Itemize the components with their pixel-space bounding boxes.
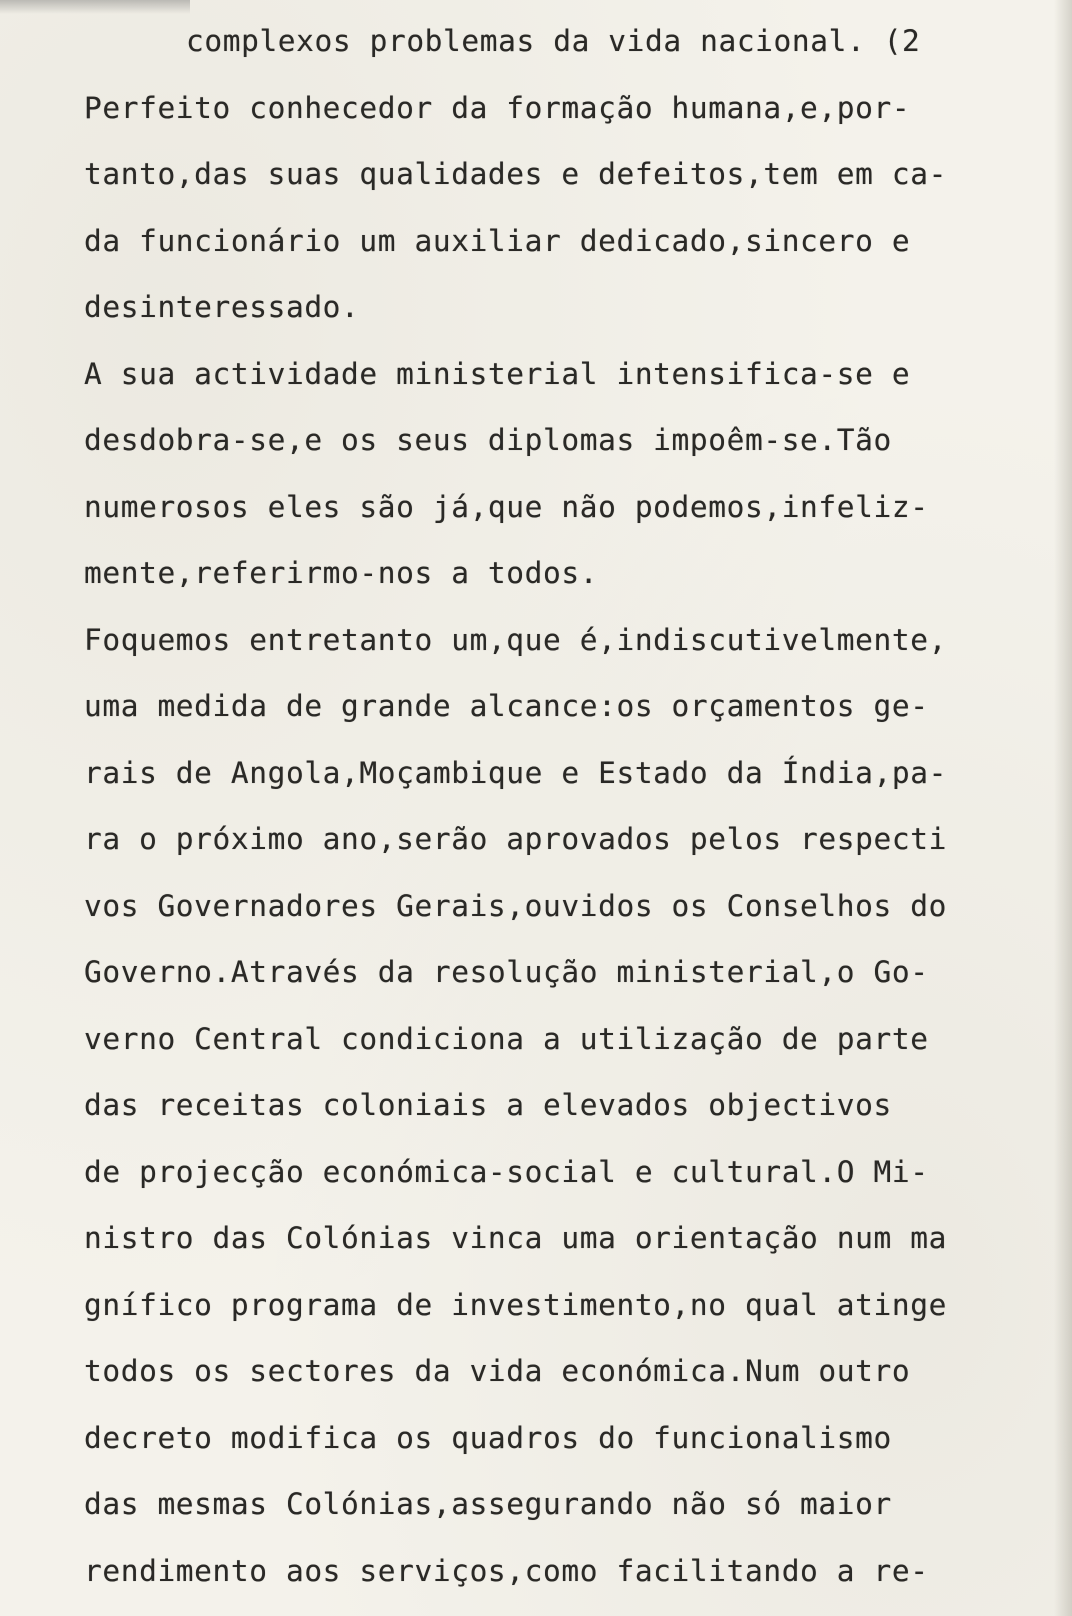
text-line: rendimento aos serviços,como facilitando a re- bbox=[84, 1553, 929, 1588]
text-line: vos Governadores Gerais,ouvidos os Conselhos do bbox=[84, 888, 947, 923]
text-line: ra o próximo ano,serão aprovados pelos respecti bbox=[84, 822, 947, 856]
text-line: decreto modifica os quadros do funcionalismo bbox=[84, 1420, 892, 1455]
text-line: uma medida de grande alcance:os orçamentos ge- bbox=[84, 689, 929, 723]
text-line: complexos problemas da vida nacional. (2 bbox=[186, 24, 921, 58]
text-line: desinteressado. bbox=[84, 290, 360, 324]
text-line: desdobra-se,e os seus diplomas impoêm-se.Tão bbox=[84, 423, 892, 457]
text-line: todos os sectores da vida económica.Num outro bbox=[84, 1354, 911, 1388]
text-line: mente,referirmo-nos a todos. bbox=[84, 556, 599, 590]
text-line: das mesmas Colónias,assegurando não só maior bbox=[84, 1487, 892, 1521]
text-line: Governo.Através da resolução ministerial,o Go- bbox=[84, 955, 929, 989]
text-line: gnífico programa de investimento,no qual atinge bbox=[84, 1287, 947, 1322]
text-line: verno Central condiciona a utilização de parte bbox=[84, 1021, 929, 1056]
text-line: Perfeito conhecedor da formação humana,e,por- bbox=[84, 90, 911, 125]
text-line: Foquemos entretanto um,que é,indiscutivelmente, bbox=[84, 622, 947, 657]
text-body bbox=[84, 8, 1059, 1604]
text-line: das receitas coloniais a elevados objectivos bbox=[84, 1088, 892, 1122]
text-line: tanto,das suas qualidades e defeitos,tem em ca- bbox=[84, 157, 947, 191]
text-line: nistro das Colónias vinca uma orientação num ma bbox=[84, 1221, 947, 1255]
text-line: da funcionário um auxiliar dedicado,sincero e bbox=[84, 223, 911, 258]
text-line: A sua actividade ministerial intensifica-se e bbox=[84, 356, 911, 391]
text-line: numerosos eles são já,que não podemos,infeliz- bbox=[84, 489, 929, 524]
text-line: de projecção económica-social e cultural.O Mi- bbox=[84, 1154, 929, 1189]
text-line: rais de Angola,Moçambique e Estado da Índia,pa- bbox=[84, 755, 947, 790]
